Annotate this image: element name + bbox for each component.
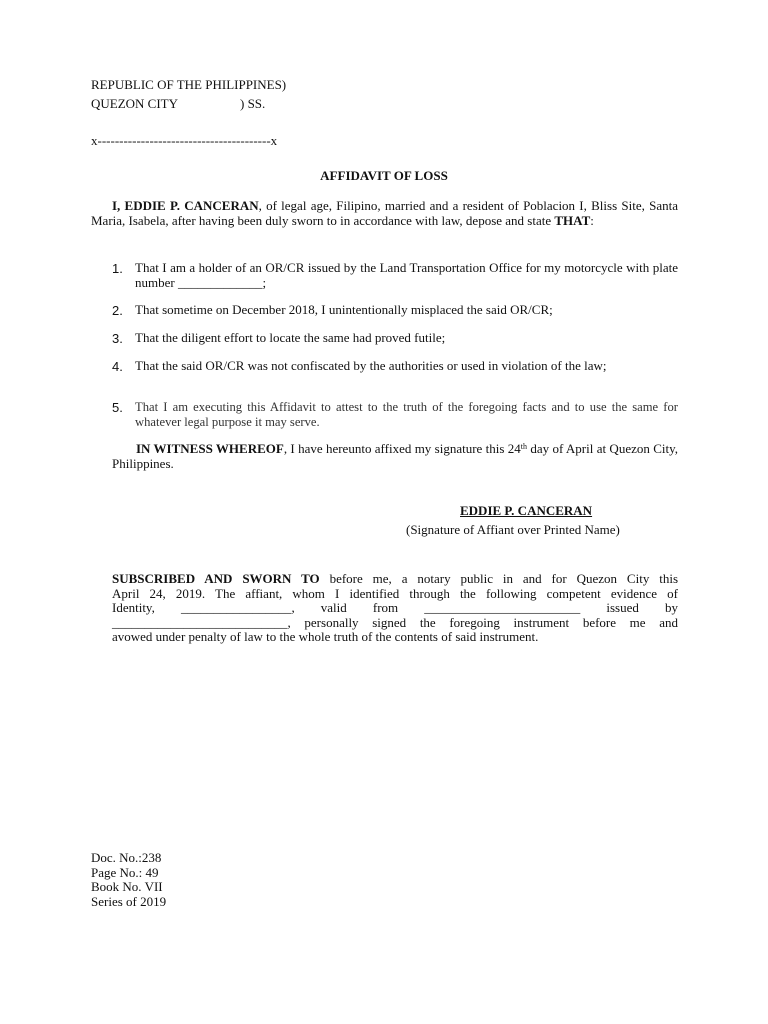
doc-number: Doc. No.:238 <box>91 850 162 865</box>
page-number: Page No.: 49 <box>91 864 159 880</box>
venue-ss: ) SS. <box>240 96 266 111</box>
jurat-line-2: April 24, 2019. The affiant, whom I identified through the following competent evidence of <box>112 585 678 601</box>
list-item <box>112 359 678 389</box>
series-year: Series of 2019 <box>91 893 167 909</box>
item-text: That I am executing this Affidavit to attest to the truth of the foregoing facts and to use the same for whatever legal purpose it may serve. <box>135 400 678 429</box>
intro-that: THAT <box>554 212 591 228</box>
header-divider: x----------------------------------------x <box>91 133 278 148</box>
witness-paragraph <box>112 442 678 471</box>
item-text: That I am a holder of an OR/CR issued by the Land Transportation Office for my motorcycle with plate number _____________; <box>135 260 678 290</box>
list-item <box>112 400 678 430</box>
jurat-line1-text: before me, a notary public in and for Quezon City this <box>319 571 679 586</box>
jurat-line-1 <box>112 572 678 587</box>
jurat-issued-label: issued <box>606 600 639 615</box>
jurat-identity-label: Identity, <box>112 600 155 615</box>
jurat-line-5: avowed under penalty of law to the whole truth of the contents of said instrument. <box>112 629 539 644</box>
intro-paragraph <box>91 199 678 228</box>
affiant-signature-name: EDDIE P. CANCERAN <box>460 503 593 518</box>
jurat-line-3 <box>112 601 678 616</box>
jurat-from-label: from <box>372 600 399 615</box>
jurat-line-4: ___________________________, personally signed the foregoing instrument before me and <box>112 614 678 630</box>
venue-city: QUEZON CITY <box>91 96 179 111</box>
document-title: AFFIDAVIT OF LOSS <box>320 168 448 183</box>
item-number: 5. <box>112 400 123 415</box>
item-text: That sometime on December 2018, I unintentionally misplaced the said OR/CR; <box>135 302 553 317</box>
jurat-paragraph <box>112 572 678 645</box>
item-number: 3. <box>112 331 123 346</box>
item-number: 4. <box>112 359 123 374</box>
signature-caption: (Signature of Affiant over Printed Name) <box>406 522 620 537</box>
list-item <box>112 261 678 291</box>
witness-lead: IN WITNESS WHEREOF <box>136 441 284 456</box>
intro-colon: : <box>590 212 594 228</box>
jurat-by-label: by <box>664 600 678 615</box>
affiant-name-intro: I, EDDIE P. CANCERAN <box>112 198 259 213</box>
jurat-date-blank: ________________________ <box>424 600 581 615</box>
item-number: 1. <box>112 261 123 276</box>
item-text: That the said OR/CR was not confiscated by the authorities or used in violation of the law; <box>135 358 607 373</box>
list-item <box>112 303 678 319</box>
list-item <box>112 331 678 347</box>
witness-sup: th <box>520 442 528 451</box>
item-text: That the diligent effort to locate the same had proved futile; <box>135 330 446 345</box>
witness-text-after: day of April at Quezon City, Philippines. <box>112 441 678 471</box>
intro-text: , of legal age, Filipino, married and a resident of Poblacion I, Bliss Site, Santa Maria, Isabela, after having been duly sworn to in accordance with law, depose and state <box>91 198 678 228</box>
venue-republic: REPUBLIC OF THE PHILIPPINES) <box>91 77 287 92</box>
book-number: Book No. VII <box>91 879 163 894</box>
item-number: 2. <box>112 303 123 318</box>
jurat-valid-label: valid <box>320 600 347 615</box>
witness-text-before: , I have hereunto affixed my signature this 24 <box>283 441 521 456</box>
jurat-lead: SUBSCRIBED AND SWORN TO <box>112 571 320 586</box>
jurat-id-blank: _________________, <box>180 600 295 615</box>
notarial-register <box>91 851 166 909</box>
